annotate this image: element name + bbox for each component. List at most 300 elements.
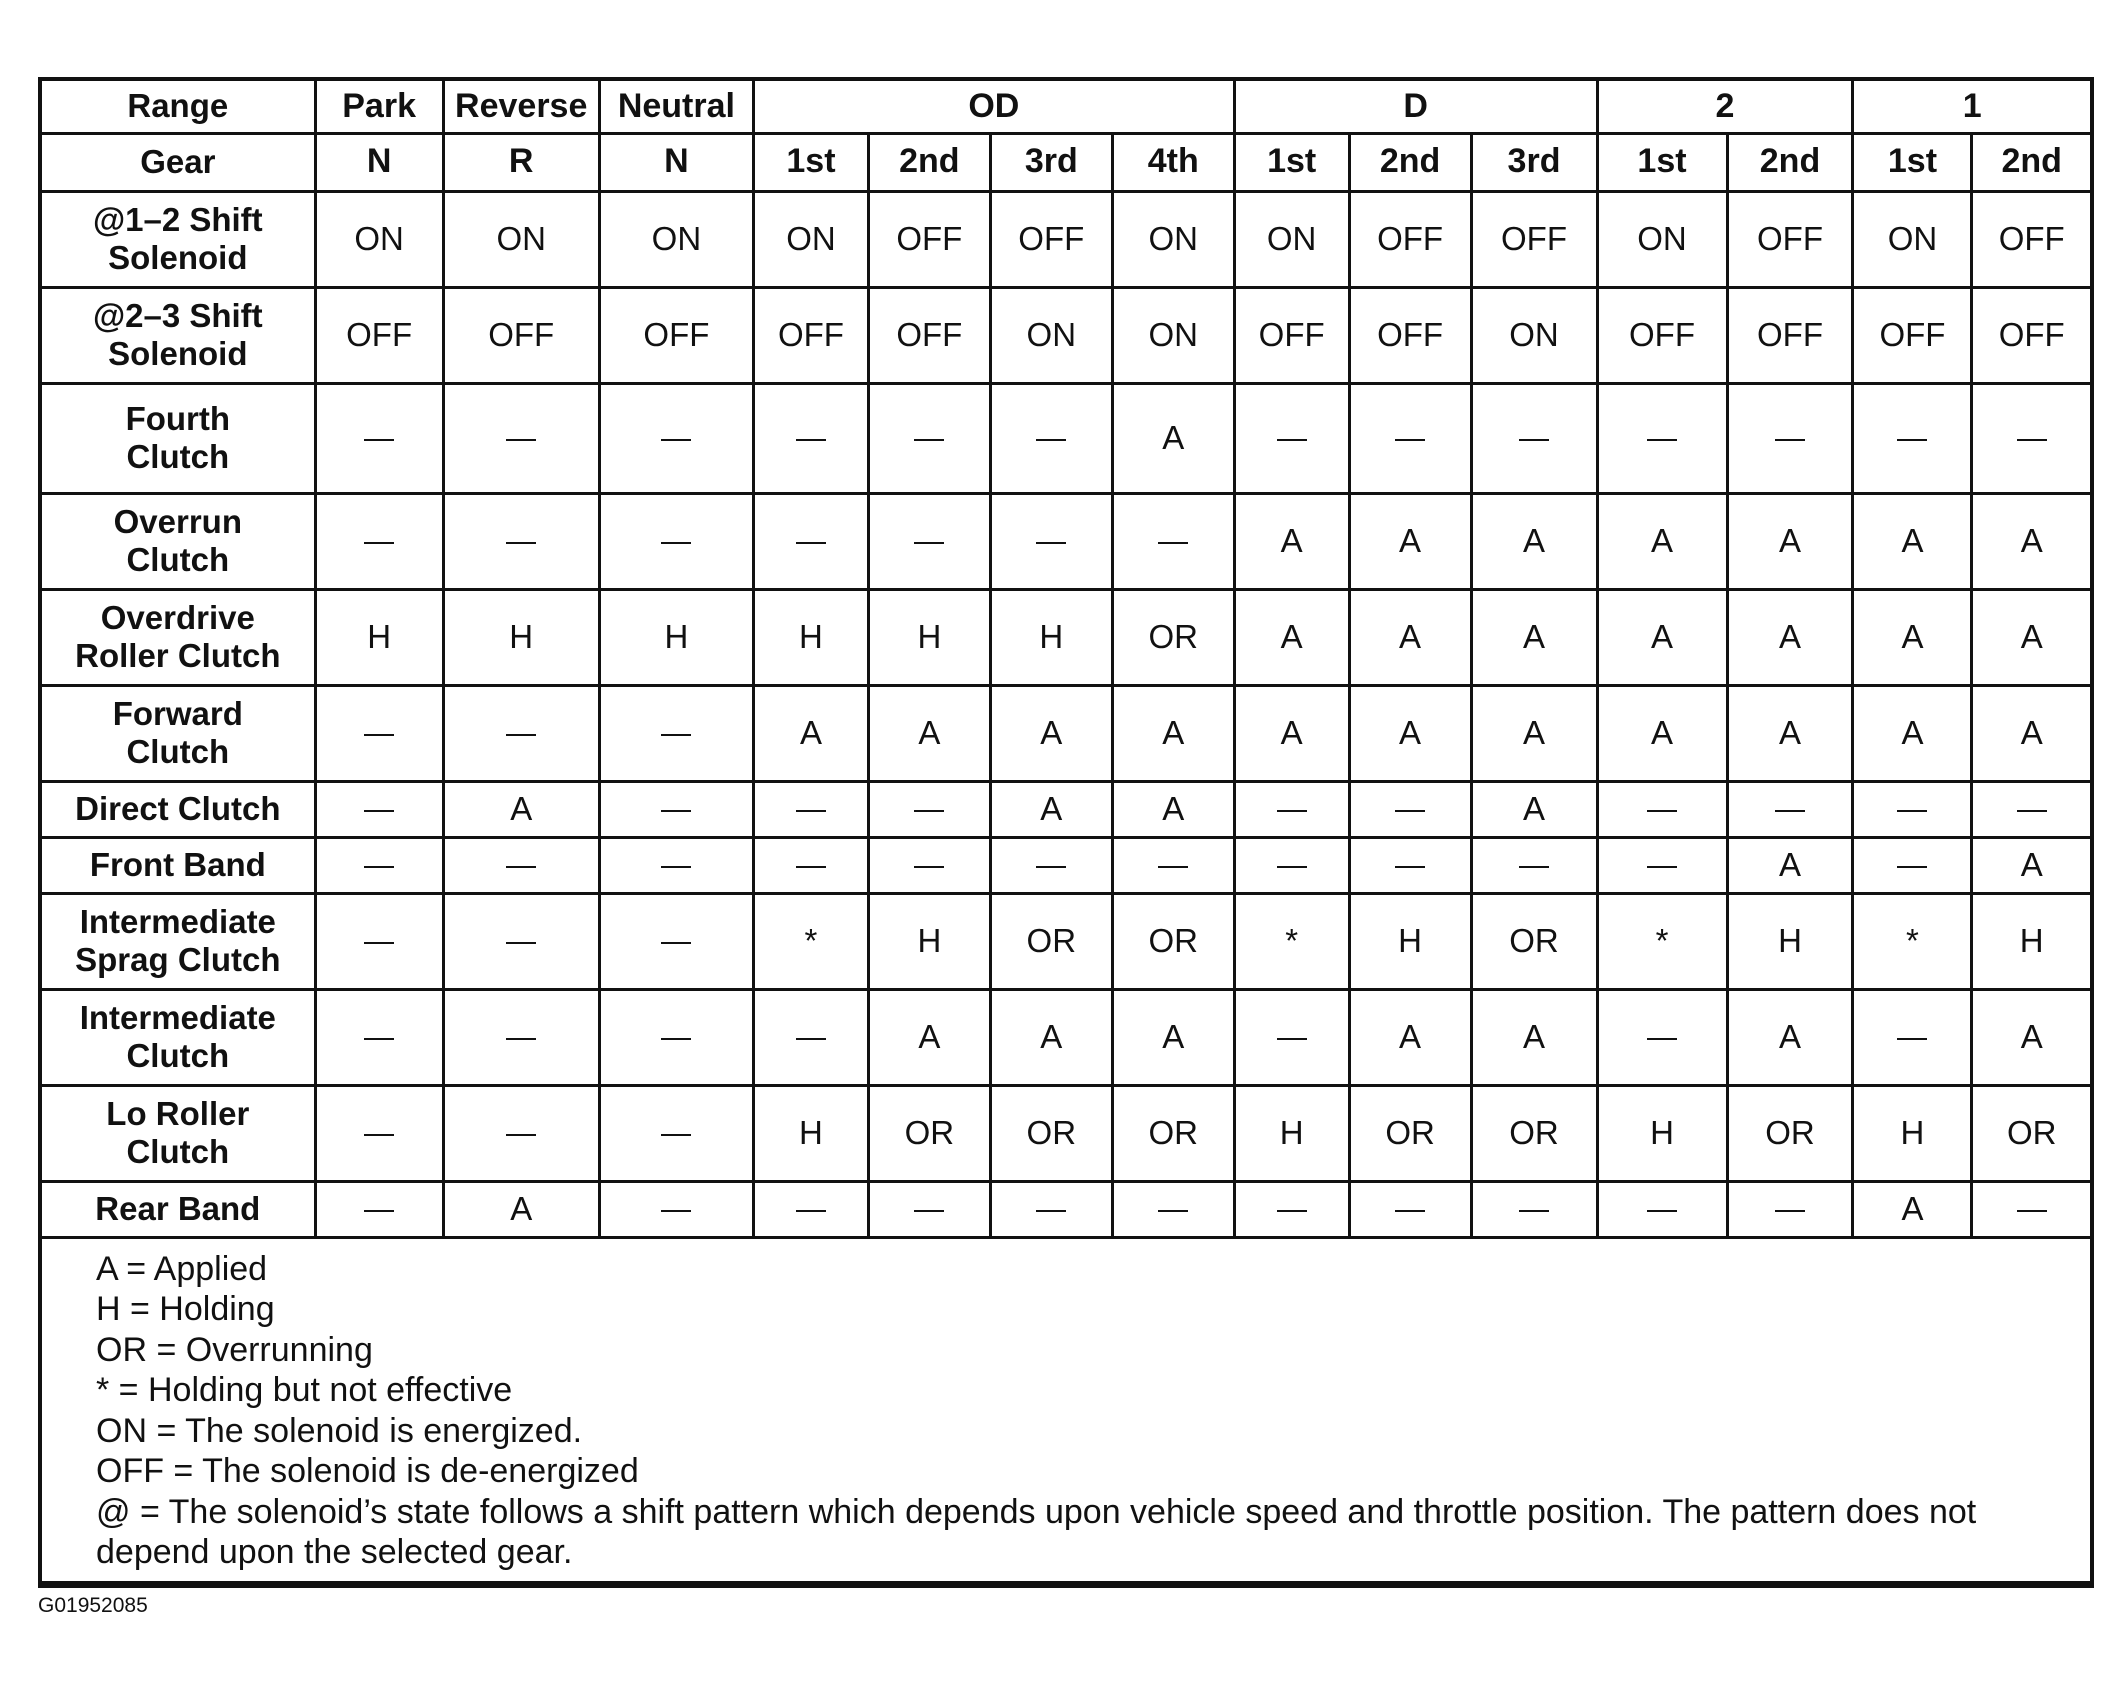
dash-mark — [364, 1134, 394, 1136]
status-cell — [443, 493, 599, 589]
status-cell — [990, 1181, 1112, 1237]
status-cell — [990, 837, 1112, 893]
component-label — [42, 493, 315, 589]
status-cell: ON — [315, 191, 443, 287]
status-cell: H — [754, 589, 869, 685]
gear-header-cell: 2nd — [1727, 133, 1853, 191]
dash-mark — [1395, 866, 1425, 868]
component-label-line: Direct Clutch — [75, 790, 281, 828]
component-label-line: Front Band — [89, 846, 266, 884]
status-cell: A — [1597, 589, 1727, 685]
range-header-cell: Park — [315, 81, 443, 133]
dash-mark — [1158, 542, 1188, 544]
legend-notes — [42, 1239, 2090, 1581]
dash-mark — [1775, 1210, 1805, 1212]
status-cell: OR — [1112, 893, 1234, 989]
component-label-line: Intermediate — [79, 903, 276, 941]
status-cell — [315, 837, 443, 893]
component-label — [42, 287, 315, 383]
status-cell: A — [1727, 493, 1853, 589]
range-header-cell: 2 — [1597, 81, 1853, 133]
component-row — [42, 989, 2090, 1085]
application-table — [42, 81, 2090, 1584]
component-row — [42, 685, 2090, 781]
status-cell: A — [1349, 493, 1471, 589]
status-cell — [1972, 1181, 2090, 1237]
range-header-label: Range — [42, 81, 315, 133]
dash-mark — [1897, 810, 1927, 812]
dash-mark — [1395, 1210, 1425, 1212]
status-cell: A — [1853, 589, 1972, 685]
component-row — [42, 1181, 2090, 1237]
component-row — [42, 191, 2090, 287]
dash-mark — [1897, 866, 1927, 868]
status-cell — [1234, 989, 1349, 1085]
status-cell — [443, 893, 599, 989]
status-cell — [990, 493, 1112, 589]
status-cell: ON — [1471, 287, 1597, 383]
gear-header-cell: 1st — [1853, 133, 1972, 191]
dash-mark — [661, 439, 691, 441]
status-cell: A — [1972, 493, 2090, 589]
status-cell — [868, 493, 990, 589]
gear-header-cell: 2nd — [1972, 133, 2090, 191]
component-label-line: Clutch — [126, 1133, 230, 1170]
dash-mark — [506, 942, 536, 944]
status-cell: A — [754, 685, 869, 781]
status-cell: ON — [443, 191, 599, 287]
gear-header-cell: 2nd — [868, 133, 990, 191]
dash-mark — [796, 542, 826, 544]
status-cell: ON — [990, 287, 1112, 383]
status-cell: H — [1853, 1085, 1972, 1181]
status-cell — [1597, 1181, 1727, 1237]
status-cell: A — [1727, 589, 1853, 685]
dash-mark — [364, 942, 394, 944]
component-label-line: Forward — [112, 695, 243, 733]
status-cell: H — [1972, 893, 2090, 989]
component-label — [42, 893, 315, 989]
component-label — [42, 781, 315, 837]
status-cell: OFF — [1234, 287, 1349, 383]
legend-line: @ = The solenoid’s state follows a shift pattern which depends upon vehicle speed and throttle position. The pattern does not depend upon the selected gear. — [96, 1492, 1977, 1571]
gear-header-cell: 3rd — [1471, 133, 1597, 191]
status-cell: * — [1234, 893, 1349, 989]
dash-mark — [1775, 810, 1805, 812]
component-label-line: Solenoid — [108, 335, 248, 372]
status-cell — [315, 989, 443, 1085]
status-cell: H — [1234, 1085, 1349, 1181]
dash-mark — [506, 1134, 536, 1136]
status-cell: ON — [1112, 287, 1234, 383]
status-cell — [868, 837, 990, 893]
status-cell — [315, 383, 443, 493]
component-label-line: Fourth — [125, 400, 231, 438]
status-cell — [315, 493, 443, 589]
status-cell: OFF — [754, 287, 869, 383]
dash-mark — [796, 1038, 826, 1040]
dash-mark — [364, 734, 394, 736]
status-cell — [443, 837, 599, 893]
dash-mark — [2017, 810, 2047, 812]
status-cell: A — [443, 781, 599, 837]
status-cell — [1853, 383, 1972, 493]
status-cell: * — [754, 893, 869, 989]
status-cell — [1112, 837, 1234, 893]
status-cell: ON — [754, 191, 869, 287]
status-cell — [754, 383, 869, 493]
status-cell: ON — [1597, 191, 1727, 287]
status-cell — [315, 781, 443, 837]
status-cell — [754, 1181, 869, 1237]
gear-header-label: Gear — [42, 133, 315, 191]
status-cell: A — [1471, 781, 1597, 837]
status-cell: OR — [1471, 893, 1597, 989]
dash-mark — [661, 810, 691, 812]
status-cell: OR — [990, 893, 1112, 989]
component-row — [42, 781, 2090, 837]
status-cell: A — [1597, 685, 1727, 781]
status-cell: OR — [1112, 589, 1234, 685]
status-cell: H — [315, 589, 443, 685]
dash-mark — [1277, 439, 1307, 441]
status-cell: A — [1112, 685, 1234, 781]
component-label-line: Overdrive — [100, 599, 255, 637]
clutch-band-application-chart — [38, 77, 2094, 1588]
component-label-line: @2–3 Shift — [92, 297, 263, 335]
dash-mark — [1897, 1038, 1927, 1040]
status-cell: H — [599, 589, 753, 685]
component-label-line: Solenoid — [108, 239, 248, 276]
status-cell — [1234, 837, 1349, 893]
status-cell — [1471, 837, 1597, 893]
status-cell: OFF — [1853, 287, 1972, 383]
status-cell: A — [1349, 989, 1471, 1085]
status-cell — [599, 837, 753, 893]
dash-mark — [364, 1038, 394, 1040]
dash-mark — [1897, 439, 1927, 441]
status-cell: OFF — [1727, 287, 1853, 383]
dash-mark — [1158, 1210, 1188, 1212]
gear-header-cell: 4th — [1112, 133, 1234, 191]
range-header-cell: Neutral — [599, 81, 753, 133]
status-cell: ON — [599, 191, 753, 287]
status-cell — [868, 383, 990, 493]
dash-mark — [364, 810, 394, 812]
gear-header-row — [42, 133, 2090, 191]
status-cell: A — [1972, 589, 2090, 685]
range-header-cell: 1 — [1853, 81, 2090, 133]
status-cell — [599, 383, 753, 493]
status-cell — [868, 1181, 990, 1237]
status-cell: * — [1853, 893, 1972, 989]
status-cell — [599, 781, 753, 837]
component-row — [42, 1085, 2090, 1181]
status-cell: OFF — [868, 191, 990, 287]
status-cell: OR — [868, 1085, 990, 1181]
dash-mark — [364, 439, 394, 441]
dash-mark — [661, 734, 691, 736]
status-cell: A — [1972, 685, 2090, 781]
dash-mark — [364, 866, 394, 868]
status-cell: ON — [1112, 191, 1234, 287]
gear-header-cell: 3rd — [990, 133, 1112, 191]
status-cell — [1597, 837, 1727, 893]
status-cell: A — [1234, 493, 1349, 589]
dash-mark — [661, 1134, 691, 1136]
legend-line: ON = The solenoid is energized. — [96, 1411, 583, 1450]
status-cell — [443, 1085, 599, 1181]
status-cell: A — [1727, 837, 1853, 893]
gear-header-cell: N — [599, 133, 753, 191]
dash-mark — [2017, 439, 2047, 441]
status-cell — [315, 893, 443, 989]
status-cell — [1471, 1181, 1597, 1237]
status-cell: A — [1471, 589, 1597, 685]
status-cell — [1349, 1181, 1471, 1237]
status-cell — [599, 989, 753, 1085]
legend-line: H = Holding — [96, 1290, 275, 1328]
status-cell: H — [868, 893, 990, 989]
status-cell — [754, 837, 869, 893]
status-cell: A — [1972, 837, 2090, 893]
status-cell — [1234, 781, 1349, 837]
status-cell: A — [1349, 589, 1471, 685]
dash-mark — [661, 866, 691, 868]
status-cell — [443, 383, 599, 493]
dash-mark — [506, 542, 536, 544]
status-cell: OR — [1471, 1085, 1597, 1181]
status-cell — [1597, 989, 1727, 1085]
status-cell — [1597, 383, 1727, 493]
status-cell: A — [990, 781, 1112, 837]
dash-mark — [661, 942, 691, 944]
status-cell: H — [1597, 1085, 1727, 1181]
status-cell — [754, 989, 869, 1085]
component-label-line: Clutch — [126, 1037, 230, 1074]
status-cell — [443, 685, 599, 781]
status-cell: ON — [1853, 191, 1972, 287]
status-cell: A — [1234, 685, 1349, 781]
dash-mark — [1519, 1210, 1549, 1212]
component-label-line: Overrun — [113, 503, 242, 541]
legend-line: * = Holding but not effective — [96, 1371, 513, 1409]
dash-mark — [914, 1210, 944, 1212]
status-cell: OFF — [599, 287, 753, 383]
dash-mark — [914, 542, 944, 544]
status-cell — [443, 989, 599, 1085]
status-cell — [1349, 837, 1471, 893]
dash-mark — [1277, 866, 1307, 868]
dash-mark — [1647, 1210, 1677, 1212]
dash-mark — [1519, 439, 1549, 441]
status-cell: * — [1597, 893, 1727, 989]
component-label — [42, 989, 315, 1085]
status-cell — [1727, 781, 1853, 837]
component-label — [42, 383, 315, 493]
status-cell: A — [1853, 493, 1972, 589]
status-cell: H — [990, 589, 1112, 685]
component-label — [42, 837, 315, 893]
component-row — [42, 383, 2090, 493]
legend-line: OFF = The solenoid is de-energized — [96, 1452, 639, 1490]
dash-mark — [914, 866, 944, 868]
status-cell — [1853, 781, 1972, 837]
status-cell: A — [1112, 781, 1234, 837]
component-label-line: Rear Band — [95, 1190, 261, 1228]
dash-mark — [1036, 542, 1066, 544]
dash-mark — [1395, 810, 1425, 812]
status-cell — [599, 685, 753, 781]
status-cell — [599, 493, 753, 589]
dash-mark — [661, 1210, 691, 1212]
status-cell: OR — [990, 1085, 1112, 1181]
component-label-line: Intermediate — [79, 999, 276, 1037]
status-cell — [599, 893, 753, 989]
status-cell: OFF — [990, 191, 1112, 287]
status-cell — [868, 781, 990, 837]
component-label — [42, 1181, 315, 1237]
status-cell: H — [443, 589, 599, 685]
status-cell: A — [1471, 685, 1597, 781]
status-cell: H — [1727, 893, 1853, 989]
status-cell: OFF — [443, 287, 599, 383]
dash-mark — [1519, 866, 1549, 868]
status-cell — [1349, 383, 1471, 493]
component-label-line: Clutch — [126, 541, 230, 578]
component-label-line: Sprag Clutch — [75, 941, 281, 978]
status-cell: A — [443, 1181, 599, 1237]
component-row — [42, 589, 2090, 685]
dash-mark — [1647, 810, 1677, 812]
status-cell: A — [1471, 493, 1597, 589]
dash-mark — [1647, 439, 1677, 441]
dash-mark — [661, 1038, 691, 1040]
status-cell: OFF — [1471, 191, 1597, 287]
status-cell: OFF — [1349, 287, 1471, 383]
status-cell — [599, 1181, 753, 1237]
status-cell — [1112, 1181, 1234, 1237]
status-cell — [754, 781, 869, 837]
status-cell: A — [1853, 685, 1972, 781]
status-cell: OFF — [868, 287, 990, 383]
status-cell: A — [1234, 589, 1349, 685]
status-cell: A — [1972, 989, 2090, 1085]
component-label — [42, 589, 315, 685]
status-cell — [1234, 383, 1349, 493]
dash-mark — [364, 542, 394, 544]
gear-header-cell: 1st — [754, 133, 869, 191]
dash-mark — [914, 439, 944, 441]
dash-mark — [506, 439, 536, 441]
gear-header-cell: 2nd — [1349, 133, 1471, 191]
status-cell: H — [868, 589, 990, 685]
component-row — [42, 837, 2090, 893]
status-cell: ON — [1234, 191, 1349, 287]
dash-mark — [1036, 866, 1066, 868]
component-label — [42, 685, 315, 781]
status-cell — [1349, 781, 1471, 837]
status-cell — [1972, 383, 2090, 493]
component-label-line: Clutch — [126, 438, 230, 475]
status-cell — [1972, 781, 2090, 837]
dash-mark — [2017, 1210, 2047, 1212]
dash-mark — [1277, 1038, 1307, 1040]
status-cell: H — [754, 1085, 869, 1181]
legend-cell — [42, 1237, 2090, 1582]
status-cell — [990, 383, 1112, 493]
status-cell: OFF — [315, 287, 443, 383]
status-cell: OFF — [1972, 287, 2090, 383]
range-header-cell: Reverse — [443, 81, 599, 133]
dash-mark — [506, 734, 536, 736]
legend-line: OR = Overrunning — [96, 1330, 373, 1369]
component-row — [42, 493, 2090, 589]
dash-mark — [1036, 1210, 1066, 1212]
dash-mark — [796, 866, 826, 868]
status-cell — [1853, 837, 1972, 893]
status-cell: A — [1727, 989, 1853, 1085]
dash-mark — [506, 1038, 536, 1040]
status-cell — [1727, 383, 1853, 493]
dash-mark — [1647, 866, 1677, 868]
component-label — [42, 1085, 315, 1181]
status-cell — [1234, 1181, 1349, 1237]
status-cell: A — [1471, 989, 1597, 1085]
status-cell: A — [990, 989, 1112, 1085]
dash-mark — [1277, 810, 1307, 812]
component-label-line: Roller Clutch — [75, 637, 281, 674]
component-row — [42, 893, 2090, 989]
gear-header-cell: R — [443, 133, 599, 191]
dash-mark — [661, 542, 691, 544]
component-label-line: @1–2 Shift — [92, 201, 263, 239]
dash-mark — [914, 810, 944, 812]
status-cell: A — [868, 685, 990, 781]
status-cell: A — [990, 685, 1112, 781]
status-cell: OR — [1727, 1085, 1853, 1181]
component-label-line: Lo Roller — [106, 1095, 250, 1133]
status-cell: A — [1853, 1181, 1972, 1237]
dash-mark — [796, 1210, 826, 1212]
status-cell: A — [868, 989, 990, 1085]
status-cell: OFF — [1972, 191, 2090, 287]
status-cell — [1112, 493, 1234, 589]
status-cell — [754, 493, 869, 589]
status-cell — [315, 1181, 443, 1237]
status-cell: A — [1112, 989, 1234, 1085]
range-header-row — [42, 81, 2090, 133]
status-cell: OFF — [1597, 287, 1727, 383]
status-cell: OFF — [1349, 191, 1471, 287]
figure-id: G01952085 — [38, 1594, 148, 1617]
status-cell — [1471, 383, 1597, 493]
dash-mark — [506, 866, 536, 868]
status-cell: OR — [1112, 1085, 1234, 1181]
range-header-cell: OD — [754, 81, 1235, 133]
status-cell — [1727, 1181, 1853, 1237]
component-label — [42, 191, 315, 287]
status-cell: A — [1349, 685, 1471, 781]
dash-mark — [1036, 439, 1066, 441]
status-cell: A — [1597, 493, 1727, 589]
dash-mark — [796, 810, 826, 812]
status-cell — [315, 1085, 443, 1181]
dash-mark — [364, 1210, 394, 1212]
dash-mark — [1775, 439, 1805, 441]
gear-header-cell: 1st — [1234, 133, 1349, 191]
status-cell: A — [1112, 383, 1234, 493]
